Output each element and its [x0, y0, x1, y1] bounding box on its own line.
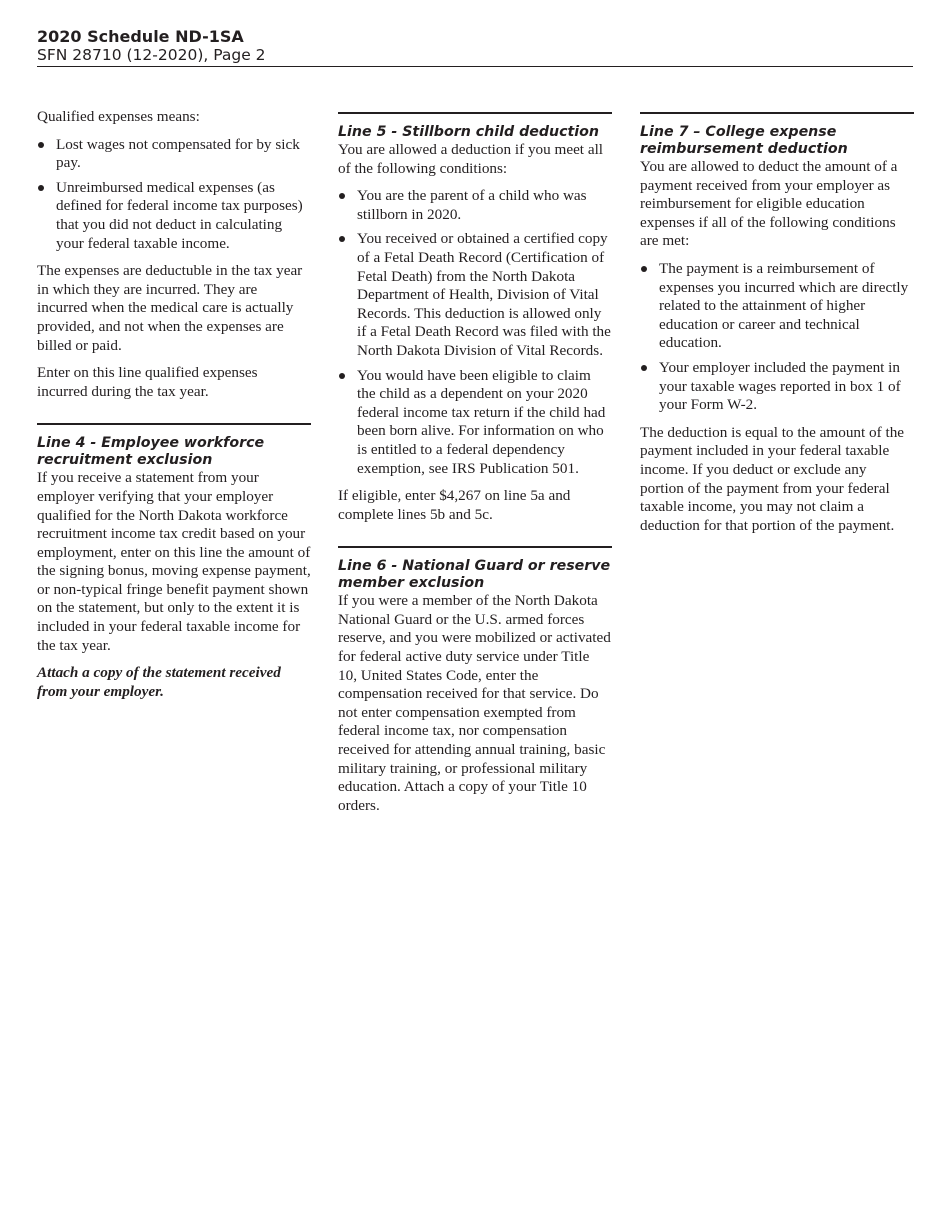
- list-item: You are the parent of a child who was stillborn in 2020.: [338, 187, 612, 224]
- enter-instruction: Enter on this line qualified expenses incurred during the tax year.: [37, 364, 258, 400]
- bullet-icon: [641, 365, 647, 371]
- line-5-intro: You are allowed a deduction if you meet all of the following conditions:: [338, 141, 604, 177]
- list-item: The payment is a reimbursement of expenses you incurred which are directly related to the attainment of higher education or career and technical education.: [640, 260, 914, 353]
- line-7-heading: Line 7 – College expense reimbursement deduction: [640, 124, 848, 157]
- list-item: Your employer included the payment in your taxable wages reported in box 1 of your Form W-2.: [640, 359, 914, 415]
- line-7-conditions-list: [640, 260, 914, 415]
- column-2: [338, 108, 612, 824]
- line-4-note: Attach a copy of the statement received from your employer.: [37, 664, 281, 700]
- list-item: You received or obtained a certified copy of a Fetal Death Record (Certification of Fetal Death) from the North Dakota Department of Health, Division of Vital Records. This deduction is allowed only if a Fetal Death Record was filed with the North Dakota Division of Vital Records.: [338, 230, 612, 360]
- line-5-closing: If eligible, enter $4,267 on line 5a and complete lines 5b and 5c.: [338, 487, 571, 523]
- section-divider: [640, 112, 914, 114]
- line-5-heading: Line 5 - Stillborn child deduction: [338, 124, 600, 140]
- form-title: 2020 Schedule ND-1SA: [37, 27, 244, 46]
- expenses-paragraph: The expenses are deductuble in the tax year in which they are incurred. They are incurred when the medical care is actually provided, and not when the expenses are billed or paid.: [37, 262, 303, 354]
- bullet-icon: [339, 236, 345, 242]
- section-divider: [338, 112, 612, 114]
- list-item: Lost wages not compensated for by sick pay.: [37, 136, 311, 173]
- column-3: [640, 108, 914, 544]
- page-header: [37, 27, 913, 65]
- line-6-body: If you were a member of the North Dakota National Guard or the U.S. armed forces reserve, and you were mobilized or activated for federal active duty service under Title 10, United States Code, enter the compensation received for that service. Do not enter compensation exempted from federal income tax, nor compensation received for attending annual training, basic military training, or professional military education. Attach a copy of your Title 10 orders.: [338, 592, 611, 814]
- section-divider: [37, 423, 311, 425]
- qualified-expenses-intro: Qualified expenses means:: [37, 108, 200, 125]
- list-item: Unreimbursed medical expenses (as defined for federal income tax purposes) that you did not deduct in calculating your federal taxable income.: [37, 179, 311, 253]
- form-subtitle: SFN 28710 (12-2020), Page 2: [37, 46, 266, 64]
- line-7-closing: The deduction is equal to the amount of the payment included in your federal taxable income. If you deduct or exclude any portion of the payment from your federal taxable income, you may not claim a deduction for that portion of the payment.: [640, 423, 905, 534]
- line-4-heading: Line 4 - Employee workforce recruitment exclusion: [37, 435, 265, 469]
- column-1: [37, 108, 311, 710]
- line-7-intro: You are allowed to deduct the amount of a payment received from your employer as reimbursement for eligible education expenses if all of the following conditions are met:: [640, 158, 898, 250]
- bullet-icon: [38, 185, 44, 191]
- header-divider: [37, 66, 913, 67]
- bullet-icon: [339, 193, 345, 199]
- line-6-heading: Line 6 - National Guard or reserve member exclusion: [338, 558, 611, 592]
- section-divider: [338, 546, 612, 548]
- qualified-expenses-list: [37, 136, 311, 254]
- bullet-icon: [339, 373, 345, 379]
- bullet-icon: [38, 142, 44, 148]
- list-item: You would have been eligible to claim the child as a dependent on your 2020 federal income tax return if the child had been born alive. For information on who is entitled to a federal dependency exemption, see IRS Publication 501.: [338, 367, 612, 479]
- line-5-conditions-list: [338, 187, 612, 478]
- line-4-body: If you receive a statement from your employer verifying that your employer qualified for the North Dakota workforce recruitment income tax credit based on your employment, enter on this line the amount of the signing bonus, moving expense payment, or non-typical fringe benefit payment shown on the statement, but only to the extent it is included in your federal taxable income for the tax year.: [37, 469, 311, 654]
- bullet-icon: [641, 266, 647, 272]
